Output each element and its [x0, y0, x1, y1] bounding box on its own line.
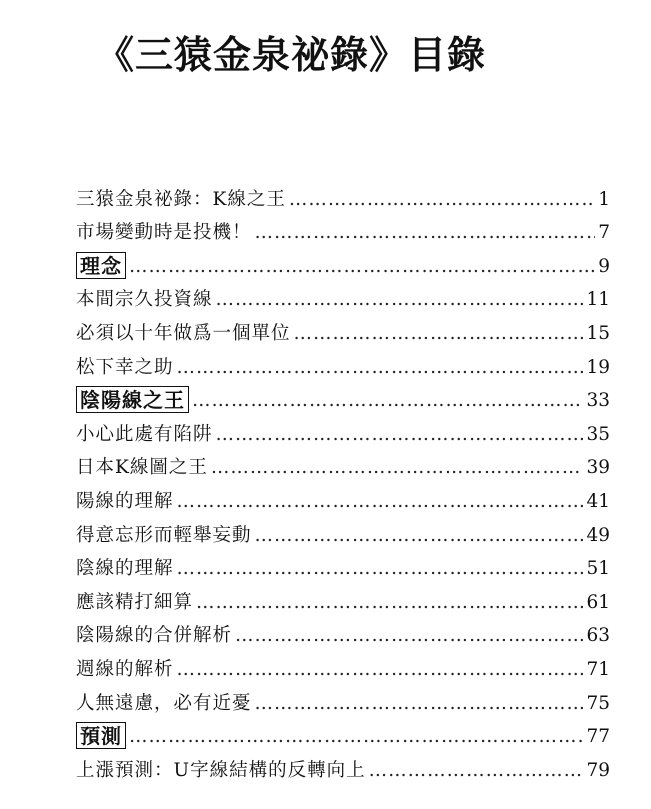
dot-leader	[255, 524, 584, 548]
dot-leader	[192, 389, 583, 413]
dot-leader	[211, 456, 584, 480]
dot-leader	[177, 356, 584, 380]
toc-entry	[76, 413, 610, 447]
dot-leader	[196, 591, 583, 615]
toc-entry	[76, 212, 610, 246]
toc-entry-title: 本間宗久投資線	[76, 289, 213, 311]
toc-entry	[76, 480, 610, 514]
dot-leader	[129, 255, 595, 279]
toc-page-number: 15	[586, 322, 610, 344]
toc-page-number: 41	[586, 490, 610, 512]
toc-entry-title: 陽線的理解	[76, 490, 174, 512]
dot-leader	[255, 221, 596, 245]
toc-page-number: 9	[598, 255, 610, 277]
dot-leader	[216, 288, 584, 312]
toc-entry	[76, 682, 610, 716]
section-title-box: 陰陽線之王	[76, 386, 189, 413]
table-of-contents	[76, 178, 610, 783]
toc-page-number: 71	[586, 658, 610, 680]
dot-leader	[235, 624, 583, 648]
toc-page-number: 63	[586, 625, 610, 647]
toc-entry	[76, 312, 610, 346]
toc-page-number: 33	[586, 390, 610, 412]
toc-entry	[76, 548, 610, 582]
toc-entry	[76, 514, 610, 548]
toc-page-number: 19	[586, 356, 610, 378]
toc-page-number: 49	[586, 524, 610, 546]
toc-page-number: 7	[598, 222, 610, 244]
toc-entry-title: 三猿金泉祕錄：K線之王	[76, 188, 286, 210]
dot-leader	[294, 322, 584, 346]
toc-page-number: 11	[586, 289, 610, 311]
dot-leader	[129, 725, 583, 749]
toc-page-number: 35	[586, 423, 610, 445]
toc-entry-title: 陰線的理解	[76, 558, 174, 580]
dot-leader	[369, 759, 584, 783]
toc-entry-title: 日本K線圖之王	[76, 457, 208, 479]
toc-entry	[76, 279, 610, 313]
toc-entry	[76, 581, 610, 615]
toc-section-heading	[76, 380, 610, 414]
toc-entry	[76, 648, 610, 682]
toc-entry	[76, 346, 610, 380]
toc-page-number: 61	[586, 591, 610, 613]
dot-leader	[216, 423, 584, 447]
toc-page-number: 1	[598, 188, 610, 210]
toc-entry	[76, 615, 610, 649]
toc-page-number: 75	[586, 692, 610, 714]
toc-entry-title: 小心此處有陷阱	[76, 423, 213, 445]
dot-leader	[177, 557, 584, 581]
toc-section-heading	[76, 716, 610, 750]
toc-entry-title: 得意忘形而輕舉妄動	[76, 524, 252, 546]
toc-entry-title: 應該精打細算	[76, 591, 194, 613]
toc-entry-title: 松下幸之助	[76, 356, 174, 378]
section-title-box: 預測	[76, 722, 126, 749]
dot-leader	[177, 490, 584, 514]
toc-entry	[76, 178, 610, 212]
toc-entry	[76, 749, 610, 783]
toc-page-number: 39	[586, 457, 610, 479]
toc-page-number: 79	[586, 759, 610, 781]
toc-section-heading	[76, 245, 610, 279]
toc-entry-title: 必須以十年做爲一個單位	[76, 322, 291, 344]
toc-entry-title: 陰陽線的合併解析	[76, 625, 233, 647]
toc-entry-title: 市場變動時是投機！	[76, 222, 252, 244]
page-title: 《三猿金泉祕錄》目錄	[96, 33, 487, 77]
toc-page-number: 51	[586, 558, 610, 580]
toc-entry-title: 週線的解析	[76, 658, 174, 680]
toc-entry-title: 上漲預測：U字線結構的反轉向上	[76, 759, 366, 781]
toc-page-number: 77	[586, 726, 610, 748]
dot-leader	[177, 658, 584, 682]
dot-leader	[255, 692, 584, 716]
section-title-box: 理念	[76, 252, 126, 279]
toc-entry	[76, 447, 610, 481]
dot-leader	[289, 188, 595, 212]
toc-entry-title: 人無遠慮，必有近憂	[76, 692, 252, 714]
